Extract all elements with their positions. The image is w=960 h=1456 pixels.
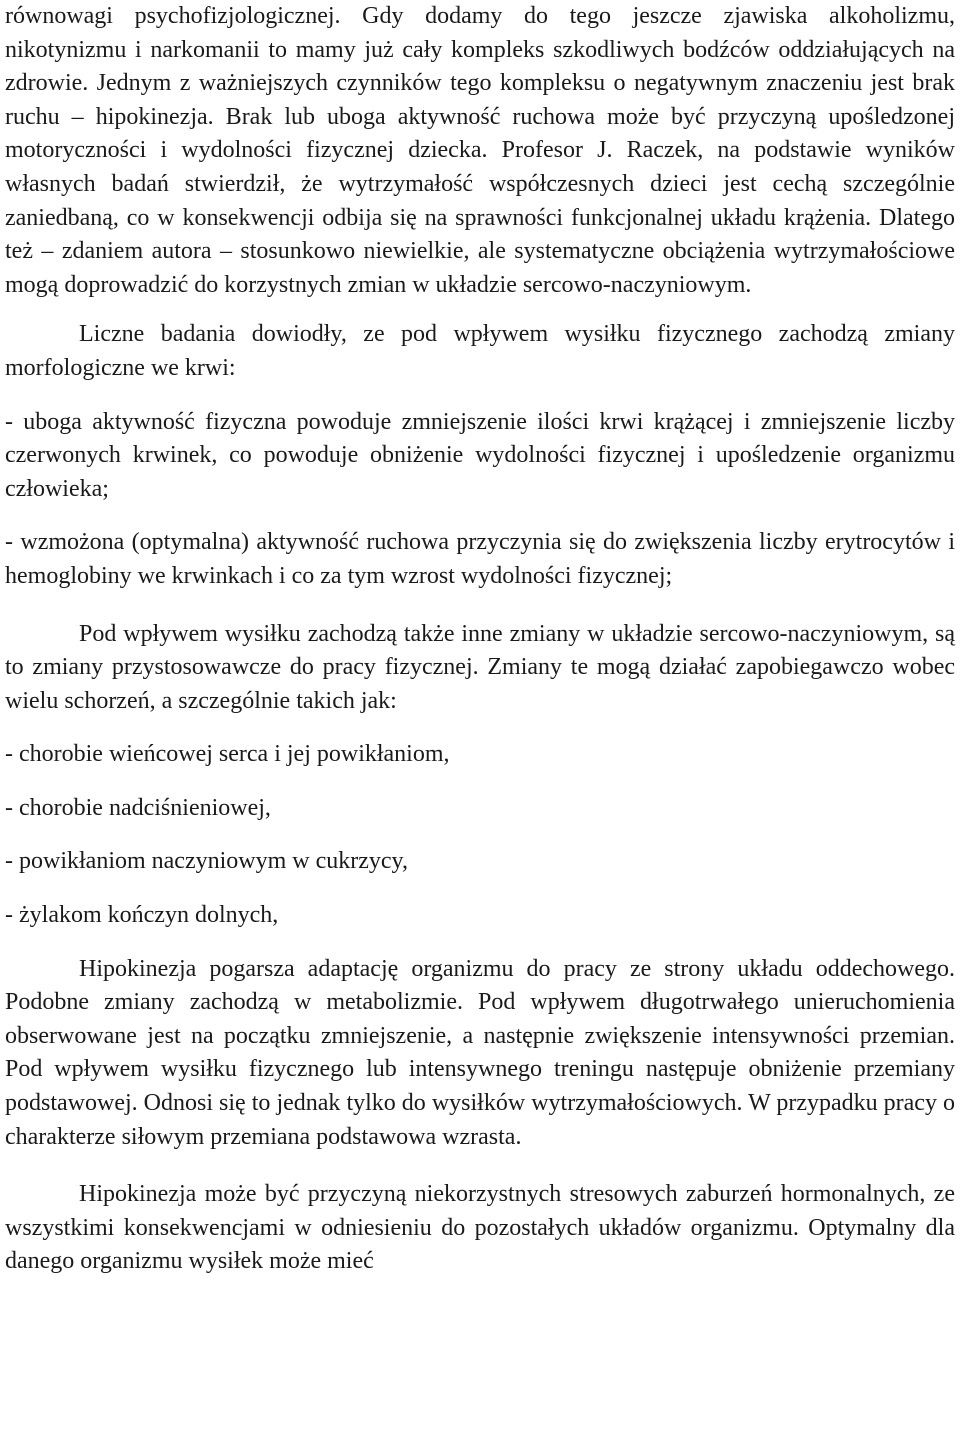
list-item-hypertension: - chorobie nadciśnieniowej, — [5, 794, 271, 821]
list-item-coronary: - chorobie wieńcowej serca i jej powikłaniom, — [5, 741, 450, 768]
paragraph-cardiovascular-changes: Pod wpływem wysiłku zachodzą także inne zmiany w układzie sercowo-naczyniowym, są to zmiany przystosowawcze do pracy fizycznej. Zmiany te mogą działać zapobiegawczo wobec wielu schorzeń, a szczególnie takich jak: — [5, 620, 955, 714]
list-item-optimal-activity: - wzmożona (optymalna) aktywność ruchowa przyczynia się do zwiększenia liczby erytrocytów i hemoglobiny we krwinkach i co za tym wzrost wydolności fizycznej; — [5, 529, 955, 589]
list-item-diabetes: - powikłaniom naczyniowym w cukrzycy, — [5, 848, 408, 875]
paragraph-respiratory-metabolism: Hipokinezja pogarsza adaptację organizmu do pracy ze strony układu oddechowego. Podobne zmiany zachodzą w metabolizmie. Pod wpływem długotrwałego unieruchomienia obserwowane jest na początku zmniejszenie, a następnie zwiększenie intensywności przemian. Pod wpływem wysiłku fizycznego lub intensywnego treningu następuje obniżenie przemiany podstawowej. Odnosi się to jednak tylko do wysiłków wytrzymałościowych. W przypadku pracy o charakterze siłowym przemiana podstawowa wzrasta. — [5, 955, 955, 1150]
list-item-low-activity: - uboga aktywność fizyczna powoduje zmniejszenie ilości krwi krążącej i zmniejszenie liczby czerwonych krwinek, co powoduje obniżenie wydolności fizycznej i upośledzenie organizmu człowieka; — [5, 408, 955, 502]
paragraph-blood-changes: Liczne badania dowiodły, ze pod wpływem wysiłku fizycznego zachodzą zmiany morfologiczne we krwi: — [5, 321, 955, 381]
document-page — [5, 0, 955, 1279]
list-item-varicose: - żylakom kończyn dolnych, — [5, 902, 279, 929]
paragraph-hipokinezja-intro: równowagi psychofizjologicznej. Gdy dodamy do tego jeszcze zjawiska alkoholizmu, nikotynizmu i narkomanii to mamy już cały kompleks szkodliwych bodźców oddziałujących na zdrowie. Jednym z ważniejszych czynników tego kompleksu o negatywnym znaczeniu jest brak ruchu – hipokinezja. Brak lub uboga aktywność ruchowa może być przyczyną upośledzonej motoryczności i wydolności fizycznej dziecka. Profesor J. Raczek, na podstawie wyników własnych badań stwierdził, że wytrzymałość współczesnych dzieci jest cechą szczególnie zaniedbaną, co w konsekwencji odbija się na sprawności funkcjonalnej układu krążenia. Dlatego też – zdaniem autora – stosunkowo niewielkie, ale systematyczne obciążenia wytrzymałościowe mogą doprowadzić do korzystnych zmian w układzie sercowo-naczyniowym. — [5, 3, 955, 298]
paragraph-hormonal: Hipokinezja może być przyczyną niekorzystnych stresowych zaburzeń hormonalnych, ze wszystkimi konsekwencjami w odniesieniu do pozostałych układów organizmu. Optymalny dla danego organizmu wysiłek może mieć — [5, 1181, 955, 1275]
